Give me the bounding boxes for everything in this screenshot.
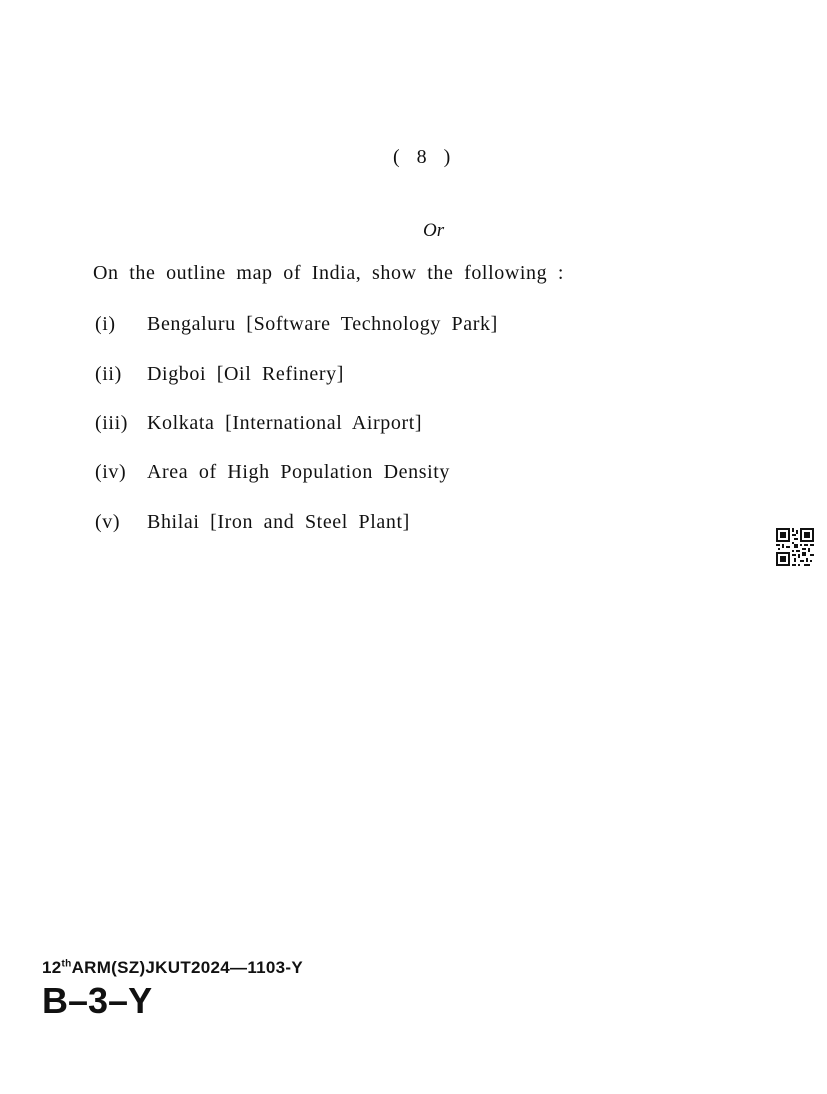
- list-item: [95, 363, 344, 386]
- item-number: (iv): [95, 461, 127, 483]
- list-item: [95, 511, 410, 534]
- list-item: [95, 313, 498, 336]
- page-number: ( 8 ): [393, 146, 457, 168]
- item-text: Area of High Population Density: [147, 461, 451, 483]
- qr-code-icon: [776, 528, 814, 566]
- item-text: Digboi [Oil Refinery]: [147, 363, 345, 385]
- list-item: [95, 461, 450, 484]
- list-item: [95, 412, 422, 435]
- series-code: B–3–Y: [42, 980, 153, 1021]
- paper-code: 12thARM(SZ)JKUT2024—1103-Y: [42, 958, 304, 977]
- item-text: Bengaluru [Software Technology Park]: [147, 313, 498, 335]
- or-label: Or: [423, 220, 445, 241]
- item-number: (iii): [95, 412, 128, 434]
- item-number: (ii): [95, 363, 122, 385]
- item-text: Kolkata [International Airport]: [147, 412, 423, 434]
- item-number: (i): [95, 313, 116, 335]
- item-text: Bhilai [Iron and Steel Plant]: [147, 511, 410, 533]
- question-instruction: On the outline map of India, show the following :: [93, 262, 565, 284]
- item-number: (v): [95, 511, 121, 533]
